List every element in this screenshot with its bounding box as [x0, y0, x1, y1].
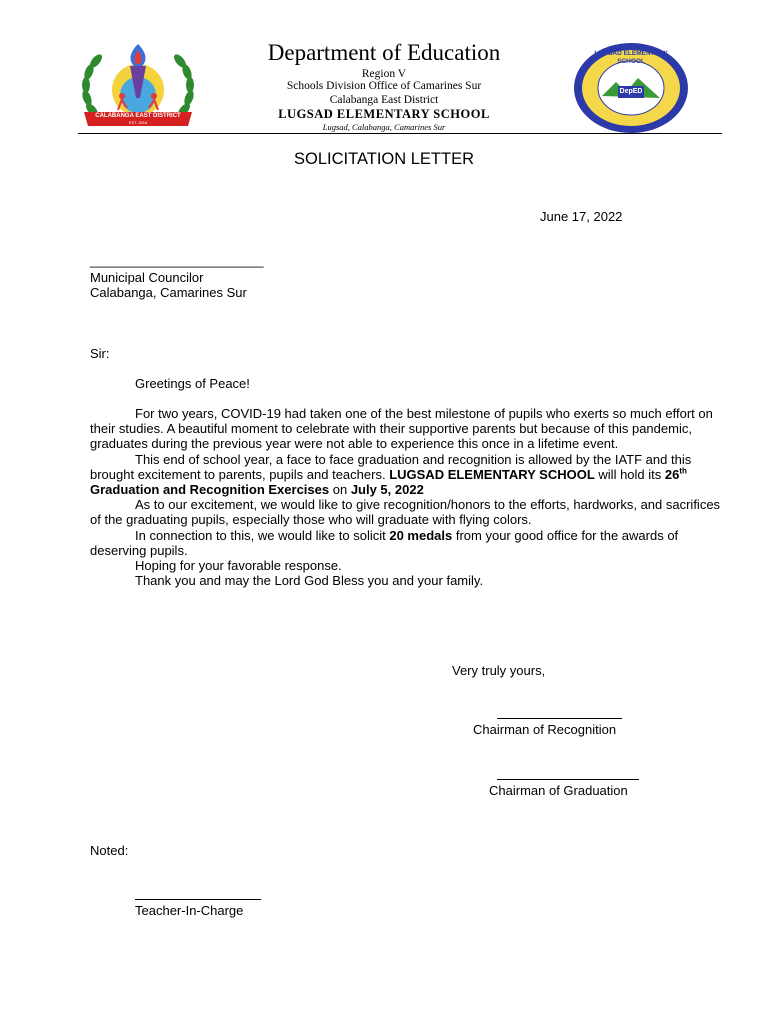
paragraph-5: Hoping for your favorable response. — [135, 558, 342, 574]
signatory-graduation: Chairman of Graduation — [489, 783, 628, 798]
closing: Very truly yours, — [452, 663, 546, 678]
signature-line-recognition — [497, 718, 622, 719]
signatory-teacher: Teacher-In-Charge — [135, 903, 244, 918]
school-seal — [572, 42, 690, 134]
district-logo — [78, 40, 198, 132]
department-name: Department of Education — [267, 40, 501, 65]
school-name: LUGSAD ELEMENTARY SCHOOL — [278, 107, 490, 121]
seal-ring-text: LUGSAD ELEMENTARY SCHOOL — [594, 50, 668, 65]
signature-line-graduation — [497, 779, 639, 780]
recipient-place: Calabanga, Camarines Sur — [90, 285, 247, 300]
recipient-blank-line: ________________________ — [90, 253, 264, 268]
greeting: Greetings of Peace! — [135, 376, 250, 391]
paragraph-2: This end of school year, a face to face graduation and recognition is allowed by the IATF and this brought excitement to parents, pupils and teachers. LUGSAD ELEMENTARY SCHOOL will hold its 26th Graduation and Recognition Exercises on July 5, 2022 — [90, 451, 692, 498]
recipient-title: Municipal Councilor — [90, 270, 204, 285]
signature-line-teacher — [135, 899, 261, 900]
salutation: Sir: — [90, 346, 110, 361]
district: Calabanga East District — [329, 94, 439, 106]
noted-label: Noted: — [90, 843, 129, 858]
letter-body — [90, 406, 722, 588]
paragraph-3: As to our excitement, we would like to give recognition/honors to the efforts, hardworks, and sacrifices of the graduating pupils, especially those who will graduate with flying colors. — [90, 497, 721, 528]
school-address: Lugsad, Calabanga, Camarines Sur — [322, 122, 446, 132]
paragraph-6: Thank you and may the Lord God Bless you and your family. — [135, 573, 484, 589]
event-date: July 5, 2022 — [350, 482, 424, 498]
logo-banner-text: CALABANGA EAST DISTRICT — [95, 113, 181, 119]
signatory-recognition: Chairman of Recognition — [473, 722, 617, 737]
header-divider — [78, 133, 722, 134]
letter-date: June 17, 2022 — [540, 209, 623, 224]
seal-center-text: DepED — [619, 88, 643, 95]
paragraph-1: For two years, COVID-19 had taken one of the best milestone of pupils who exerts so much effort on their studies. A beautiful moment to celebrate with their supportive parents but because of this pandemic, graduates during the previous year were not able to experience this once in a lifetime event. — [90, 406, 713, 452]
paragraph-4: In connection to this, we would like to solicit 20 medals from your good office for the awards of deserving pupils. — [90, 527, 679, 558]
event-name: 26th Graduation and Recognition Exercises — [90, 466, 687, 498]
region: Region V — [361, 68, 407, 80]
letter-title: SOLICITATION LETTER — [294, 150, 474, 168]
division: Schools Division Office of Camarines Sur — [286, 80, 482, 92]
logo-est-text: EST. 2016 — [128, 120, 148, 125]
